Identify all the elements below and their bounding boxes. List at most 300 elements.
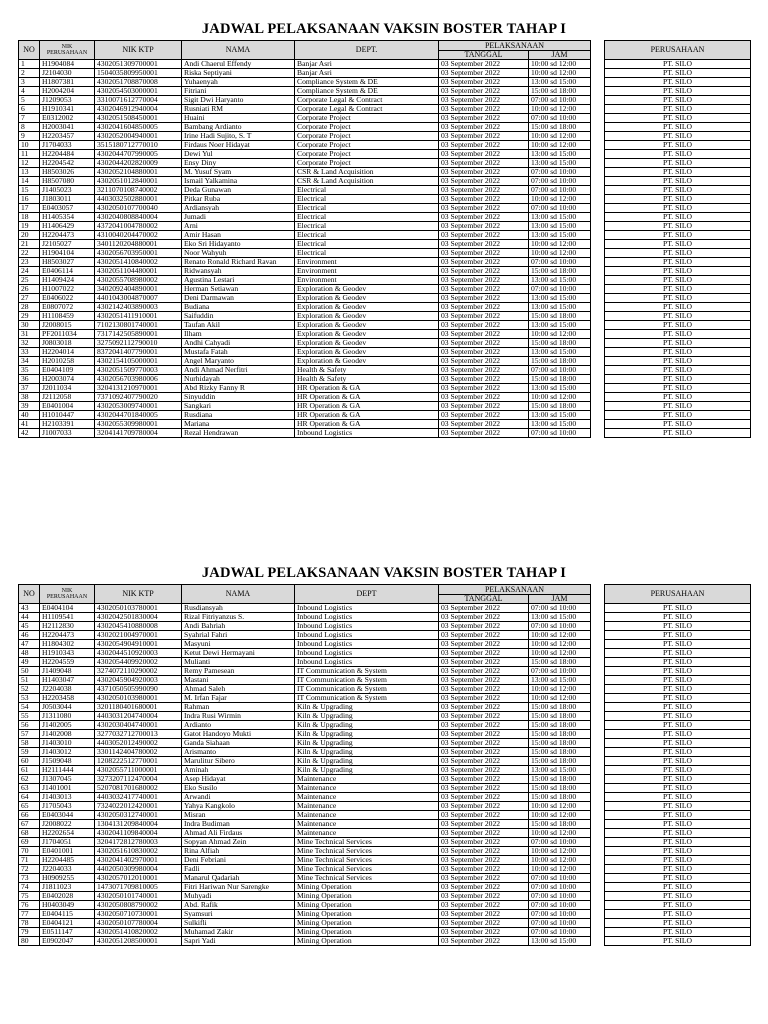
cell-nik-perusahaan: J1401001: [40, 784, 95, 793]
cell-perusahaan: PT. SILO: [605, 402, 751, 411]
table-row: [19, 775, 751, 784]
cell-no: 45: [19, 622, 40, 631]
table-row: [19, 613, 751, 622]
cell-no: 48: [19, 649, 40, 658]
gap-cell: [591, 114, 605, 123]
cell-nik-ktp: 4302046912940004: [95, 105, 182, 114]
table-row: [19, 69, 751, 78]
cell-no: 10: [19, 141, 40, 150]
table-row: [19, 375, 751, 384]
cell-tanggal: 03 September 2022: [439, 177, 529, 186]
cell-no: 63: [19, 784, 40, 793]
cell-jam: 15:00 sd 18:00: [529, 339, 591, 348]
cell-tanggal: 03 September 2022: [439, 712, 529, 721]
cell-tanggal: 03 September 2022: [439, 195, 529, 204]
cell-nik-ktp: 4302051508450001: [95, 114, 182, 123]
gap-cell: [591, 240, 605, 249]
cell-jam: 07:00 sd 10:00: [529, 177, 591, 186]
cell-no: 66: [19, 811, 40, 820]
cell-nik-perusahaan: H8507080: [40, 177, 95, 186]
cell-jam: 15:00 sd 18:00: [529, 730, 591, 739]
gap-cell: [591, 838, 605, 847]
cell-nik-perusahaan: H0403049: [40, 901, 95, 910]
cell-no: 33: [19, 348, 40, 357]
cell-no: 7: [19, 114, 40, 123]
cell-nik-ktp: 3273207112470004: [95, 775, 182, 784]
cell-tanggal: 03 September 2022: [439, 919, 529, 928]
cell-nik-ktp: 4302045904920003: [95, 676, 182, 685]
cell-dept: Electrical: [295, 249, 439, 258]
cell-perusahaan: PT. SILO: [605, 730, 751, 739]
cell-nama: Huaini: [182, 114, 295, 123]
cell-nik-perusahaan: PF2011034: [40, 330, 95, 339]
cell-nik-ktp: 4302051012840001: [95, 177, 182, 186]
table-row: [19, 294, 751, 303]
gap-cell: [591, 829, 605, 838]
cell-tanggal: 03 September 2022: [439, 883, 529, 892]
cell-no: 17: [19, 204, 40, 213]
cell-nik-ktp: 4302030404740001: [95, 721, 182, 730]
cell-dept: HR Operation & GA: [295, 402, 439, 411]
cell-dept: Inbound Logistics: [295, 613, 439, 622]
cell-nama: Syamsuri: [182, 910, 295, 919]
cell-nik-ktp: 4302052104880001: [95, 168, 182, 177]
header-no: NO: [19, 585, 40, 604]
table-row: [19, 739, 751, 748]
cell-tanggal: 03 September 2022: [439, 613, 529, 622]
cell-nik-perusahaan: H1403047: [40, 676, 95, 685]
cell-nik-perusahaan: E0406022: [40, 294, 95, 303]
cell-nama: Mastani: [182, 676, 295, 685]
cell-jam: 10:00 sd 12:00: [529, 249, 591, 258]
cell-no: 30: [19, 321, 40, 330]
table-row: [19, 411, 751, 420]
cell-nama: Deda Gunawan: [182, 186, 295, 195]
gap-cell: [591, 294, 605, 303]
table-row: [19, 132, 751, 141]
cell-tanggal: 03 September 2022: [439, 186, 529, 195]
table-row: [19, 303, 751, 312]
cell-tanggal: 03 September 2022: [439, 829, 529, 838]
gap-cell: [591, 348, 605, 357]
cell-jam: 07:00 sd 10:00: [529, 429, 591, 438]
cell-perusahaan: PT. SILO: [605, 114, 751, 123]
cell-nama: Nurhidayah: [182, 375, 295, 384]
cell-jam: 13:00 sd 15:00: [529, 231, 591, 240]
cell-jam: 10:00 sd 12:00: [529, 631, 591, 640]
cell-nama: Mariana: [182, 420, 295, 429]
cell-jam: 10:00 sd 12:00: [529, 802, 591, 811]
cell-nama: Ahmad Ali Firdaus: [182, 829, 295, 838]
cell-dept: Mining Operation: [295, 892, 439, 901]
cell-dept: Mine Technical Services: [295, 838, 439, 847]
cell-jam: 07:00 sd 10:00: [529, 883, 591, 892]
cell-jam: 15:00 sd 18:00: [529, 658, 591, 667]
cell-tanggal: 03 September 2022: [439, 730, 529, 739]
cell-tanggal: 03 September 2022: [439, 928, 529, 937]
table-row: [19, 159, 751, 168]
cell-dept: Corporate Project: [295, 159, 439, 168]
gap-cell: [591, 856, 605, 865]
cell-tanggal: 03 September 2022: [439, 838, 529, 847]
cell-no: 44: [19, 613, 40, 622]
cell-nik-ktp: 1304131209840004: [95, 820, 182, 829]
cell-jam: 13:00 sd 15:00: [529, 411, 591, 420]
cell-no: 25: [19, 276, 40, 285]
table-row: [19, 312, 751, 321]
cell-nama: Arni: [182, 222, 295, 231]
cell-dept: Kiln & Upgrading: [295, 757, 439, 766]
cell-nama: Muhyadi: [182, 892, 295, 901]
cell-perusahaan: PT. SILO: [605, 721, 751, 730]
table-row: [19, 186, 751, 195]
cell-no: 35: [19, 366, 40, 375]
table-row: [19, 177, 751, 186]
cell-tanggal: 03 September 2022: [439, 168, 529, 177]
cell-nik-perusahaan: J2105027: [40, 240, 95, 249]
cell-nik-perusahaan: H2004204: [40, 87, 95, 96]
table-row: [19, 123, 751, 132]
cell-nik-perusahaan: J2011034: [40, 384, 95, 393]
cell-nik-perusahaan: E0312002: [40, 114, 95, 123]
cell-jam: 15:00 sd 18:00: [529, 757, 591, 766]
cell-nama: Sinyuddin: [182, 393, 295, 402]
cell-tanggal: 03 September 2022: [439, 366, 529, 375]
table-row: [19, 883, 751, 892]
cell-nama: Mustafa Fatah: [182, 348, 295, 357]
cell-dept: Health & Safety: [295, 375, 439, 384]
cell-dept: IT Communication & System: [295, 676, 439, 685]
cell-jam: 10:00 sd 12:00: [529, 132, 591, 141]
cell-tanggal: 03 September 2022: [439, 649, 529, 658]
cell-tanggal: 03 September 2022: [439, 330, 529, 339]
cell-nama: Masyuni: [182, 640, 295, 649]
cell-perusahaan: PT. SILO: [605, 703, 751, 712]
cell-nik-ktp: 3310071612770004: [95, 96, 182, 105]
cell-nik-ktp: 4302045410880008: [95, 622, 182, 631]
cell-nik-ktp: 4401043004870007: [95, 294, 182, 303]
cell-dept: Mining Operation: [295, 901, 439, 910]
cell-tanggal: 03 September 2022: [439, 766, 529, 775]
cell-nama: M. Irfan Fajar: [182, 694, 295, 703]
cell-jam: 15:00 sd 18:00: [529, 267, 591, 276]
table-row: [19, 811, 751, 820]
header-nik-ktp: NIK KTP: [95, 41, 182, 60]
cell-nik-ktp: 7317142505890001: [95, 330, 182, 339]
gap-cell: [591, 231, 605, 240]
cell-no: 1: [19, 60, 40, 69]
gap-cell: [591, 910, 605, 919]
cell-tanggal: 03 September 2022: [439, 429, 529, 438]
cell-nik-ktp: 4302054503000001: [95, 87, 182, 96]
cell-perusahaan: PT. SILO: [605, 793, 751, 802]
cell-dept: Corporate Project: [295, 123, 439, 132]
table-row: [19, 285, 751, 294]
cell-perusahaan: PT. SILO: [605, 802, 751, 811]
cell-dept: Mining Operation: [295, 883, 439, 892]
table-row: [19, 150, 751, 159]
cell-dept: Maintenance: [295, 775, 439, 784]
cell-nik-perusahaan: J1307045: [40, 775, 95, 784]
cell-nik-ktp: 4302055711000001: [95, 766, 182, 775]
cell-nama: Andi Chaerul Effendy: [182, 60, 295, 69]
cell-tanggal: 03 September 2022: [439, 393, 529, 402]
cell-jam: 07:00 sd 10:00: [529, 96, 591, 105]
cell-perusahaan: PT. SILO: [605, 748, 751, 757]
cell-dept: Corporate Project: [295, 150, 439, 159]
table-row: [19, 694, 751, 703]
cell-nik-perusahaan: H8503027: [40, 258, 95, 267]
cell-nama: Herman Setiawan: [182, 285, 295, 294]
table-row: [19, 730, 751, 739]
gap-cell: [591, 60, 605, 69]
gap-cell: [591, 267, 605, 276]
table-row: [19, 231, 751, 240]
cell-nama: Ahmad Saleh: [182, 685, 295, 694]
cell-dept: Mining Operation: [295, 919, 439, 928]
table-row: [19, 901, 751, 910]
cell-perusahaan: PT. SILO: [605, 631, 751, 640]
cell-tanggal: 03 September 2022: [439, 667, 529, 676]
table-row: [19, 114, 751, 123]
cell-nik-perusahaan: J1409048: [40, 667, 95, 676]
gap-cell: [591, 766, 605, 775]
cell-jam: 07:00 sd 10:00: [529, 910, 591, 919]
cell-dept: Mine Technical Services: [295, 865, 439, 874]
cell-nama: Agustina Lestari: [182, 276, 295, 285]
cell-perusahaan: PT. SILO: [605, 294, 751, 303]
cell-dept: Banjar Asri: [295, 69, 439, 78]
cell-tanggal: 03 September 2022: [439, 141, 529, 150]
cell-no: 46: [19, 631, 40, 640]
cell-tanggal: 03 September 2022: [439, 757, 529, 766]
cell-no: 31: [19, 330, 40, 339]
header-tanggal: TANGGAL: [439, 51, 529, 60]
cell-no: 22: [19, 249, 40, 258]
cell-no: 57: [19, 730, 40, 739]
cell-jam: 10:00 sd 12:00: [529, 393, 591, 402]
cell-nik-ktp: 3204131210970001: [95, 384, 182, 393]
cell-no: 62: [19, 775, 40, 784]
cell-nik-ktp: 4302051509770003: [95, 366, 182, 375]
gap-cell: [591, 613, 605, 622]
cell-nik-ktp: 4402050309980004: [95, 865, 182, 874]
table-row: [19, 622, 751, 631]
cell-nik-ktp: 4302040808840004: [95, 213, 182, 222]
cell-tanggal: 03 September 2022: [439, 114, 529, 123]
gap-cell: [591, 883, 605, 892]
cell-tanggal: 03 September 2022: [439, 249, 529, 258]
gap-cell: [591, 159, 605, 168]
cell-no: 8: [19, 123, 40, 132]
gap-cell: [591, 676, 605, 685]
cell-dept: Health & Safety: [295, 366, 439, 375]
cell-no: 12: [19, 159, 40, 168]
header-nik-perusahaan: NIK PERUSAHAAN: [40, 41, 95, 60]
cell-tanggal: 03 September 2022: [439, 303, 529, 312]
cell-nik-ktp: 4403052012490002: [95, 739, 182, 748]
cell-no: 58: [19, 739, 40, 748]
table-row: [19, 357, 751, 366]
cell-dept: Maintenance: [295, 802, 439, 811]
cell-nik-ktp: 4310040204470002: [95, 231, 182, 240]
gap-cell: [591, 141, 605, 150]
cell-jam: 10:00 sd 12:00: [529, 694, 591, 703]
gap-cell: [591, 429, 605, 438]
gap-cell: [591, 937, 605, 946]
table-row: [19, 348, 751, 357]
cell-nama: Indra Budiman: [182, 820, 295, 829]
cell-perusahaan: PT. SILO: [605, 285, 751, 294]
table-row: [19, 793, 751, 802]
cell-no: 11: [19, 150, 40, 159]
cell-jam: 15:00 sd 18:00: [529, 357, 591, 366]
cell-nik-perusahaan: H1405354: [40, 213, 95, 222]
gap-cell: [591, 640, 605, 649]
cell-nik-ktp: 3211070108740002: [95, 186, 182, 195]
cell-nama: Amir Hasan: [182, 231, 295, 240]
cell-nik-perusahaan: H2204484: [40, 150, 95, 159]
cell-perusahaan: PT. SILO: [605, 883, 751, 892]
gap-cell: [591, 411, 605, 420]
cell-nik-perusahaan: J1403010: [40, 739, 95, 748]
gap-cell: [591, 258, 605, 267]
cell-nik-ktp: 4302054904910001: [95, 640, 182, 649]
cell-nama: Taufan Akil: [182, 321, 295, 330]
cell-perusahaan: PT. SILO: [605, 622, 751, 631]
cell-nik-ktp: 4302051410840002: [95, 258, 182, 267]
cell-nik-perusahaan: E0402028: [40, 892, 95, 901]
cell-nik-perusahaan: H2202654: [40, 829, 95, 838]
table-row: [19, 874, 751, 883]
cell-dept: Inbound Logistics: [295, 429, 439, 438]
table-row: [19, 712, 751, 721]
gap-cell: [591, 357, 605, 366]
cell-tanggal: 03 September 2022: [439, 87, 529, 96]
cell-no: 51: [19, 676, 40, 685]
cell-tanggal: 03 September 2022: [439, 294, 529, 303]
cell-nama: Mulianti: [182, 658, 295, 667]
cell-nik-perusahaan: J1403012: [40, 748, 95, 757]
schedule-table: [18, 40, 751, 438]
cell-nik-perusahaan: E0902047: [40, 937, 95, 946]
cell-no: 18: [19, 213, 40, 222]
cell-nik-ktp: 4302056703980006: [95, 375, 182, 384]
cell-jam: 10:00 sd 12:00: [529, 856, 591, 865]
cell-jam: 07:00 sd 10:00: [529, 204, 591, 213]
cell-perusahaan: PT. SILO: [605, 658, 751, 667]
table-row: [19, 96, 751, 105]
cell-no: 53: [19, 694, 40, 703]
cell-nama: Rezal Hendrawan: [182, 429, 295, 438]
schedule-section-2: [18, 562, 750, 946]
cell-nama: Abd. Rafik: [182, 901, 295, 910]
cell-nik-perusahaan: J1405023: [40, 186, 95, 195]
gap-cell: [591, 802, 605, 811]
table-row: [19, 667, 751, 676]
cell-tanggal: 03 September 2022: [439, 703, 529, 712]
cell-perusahaan: PT. SILO: [605, 339, 751, 348]
cell-nik-ktp: 4302041604850005: [95, 123, 182, 132]
gap-cell: [591, 96, 605, 105]
cell-perusahaan: PT. SILO: [605, 150, 751, 159]
cell-perusahaan: PT. SILO: [605, 348, 751, 357]
cell-nik-ktp: 4302052004940001: [95, 132, 182, 141]
cell-no: 67: [19, 820, 40, 829]
cell-nik-ktp: 4302054409920002: [95, 658, 182, 667]
cell-nik-ktp: 4302051309700001: [95, 60, 182, 69]
cell-perusahaan: PT. SILO: [605, 69, 751, 78]
cell-nama: Ridwansyah: [182, 267, 295, 276]
cell-nik-perusahaan: H1807381: [40, 78, 95, 87]
cell-dept: Corporate Project: [295, 132, 439, 141]
cell-tanggal: 03 September 2022: [439, 123, 529, 132]
cell-jam: 07:00 sd 10:00: [529, 168, 591, 177]
cell-tanggal: 03 September 2022: [439, 231, 529, 240]
cell-nik-perusahaan: H2112830: [40, 622, 95, 631]
table-row: [19, 402, 751, 411]
cell-jam: 07:00 sd 10:00: [529, 928, 591, 937]
cell-nama: Jumadi: [182, 213, 295, 222]
cell-nama: Ganda Siahaan: [182, 739, 295, 748]
cell-perusahaan: PT. SILO: [605, 820, 751, 829]
cell-perusahaan: PT. SILO: [605, 874, 751, 883]
cell-nik-ktp: 4302051610830002: [95, 847, 182, 856]
cell-no: 4: [19, 87, 40, 96]
cell-nik-ktp: 3274072110290002: [95, 667, 182, 676]
cell-no: 16: [19, 195, 40, 204]
cell-dept: Kiln & Upgrading: [295, 766, 439, 775]
cell-nik-ktp: 4302055309980001: [95, 420, 182, 429]
table-row: [19, 276, 751, 285]
table-row: [19, 856, 751, 865]
cell-nama: Rusdiansyah: [182, 604, 295, 613]
cell-perusahaan: PT. SILO: [605, 60, 751, 69]
cell-tanggal: 03 September 2022: [439, 312, 529, 321]
cell-dept: Inbound Logistics: [295, 604, 439, 613]
cell-nama: Pitkar Ruba: [182, 195, 295, 204]
cell-perusahaan: PT. SILO: [605, 159, 751, 168]
cell-nik-ktp: 7102130801740001: [95, 321, 182, 330]
cell-nik-ktp: 4302051708870008: [95, 78, 182, 87]
cell-dept: Exploration & Geodev: [295, 294, 439, 303]
cell-no: 24: [19, 267, 40, 276]
cell-perusahaan: PT. SILO: [605, 366, 751, 375]
cell-dept: Maintenance: [295, 793, 439, 802]
cell-jam: 10:00 sd 12:00: [529, 640, 591, 649]
cell-no: 40: [19, 411, 40, 420]
cell-nik-ktp: 4302142403890003: [95, 303, 182, 312]
table-row: [19, 865, 751, 874]
gap-cell: [591, 312, 605, 321]
cell-tanggal: 03 September 2022: [439, 213, 529, 222]
cell-tanggal: 03 September 2022: [439, 240, 529, 249]
cell-no: 15: [19, 186, 40, 195]
cell-no: 21: [19, 240, 40, 249]
header-dept: DEPT: [295, 585, 439, 604]
cell-tanggal: 03 September 2022: [439, 420, 529, 429]
cell-nik-ktp: 7371092407790020: [95, 393, 182, 402]
cell-nik-ktp: 4302051410820002: [95, 928, 182, 937]
table-row: [19, 721, 751, 730]
cell-dept: Inbound Logistics: [295, 658, 439, 667]
cell-jam: 15:00 sd 18:00: [529, 784, 591, 793]
cell-tanggal: 03 September 2022: [439, 676, 529, 685]
cell-perusahaan: PT. SILO: [605, 739, 751, 748]
cell-jam: 15:00 sd 18:00: [529, 820, 591, 829]
cell-jam: 10:00 sd 12:00: [529, 105, 591, 114]
cell-no: 39: [19, 402, 40, 411]
